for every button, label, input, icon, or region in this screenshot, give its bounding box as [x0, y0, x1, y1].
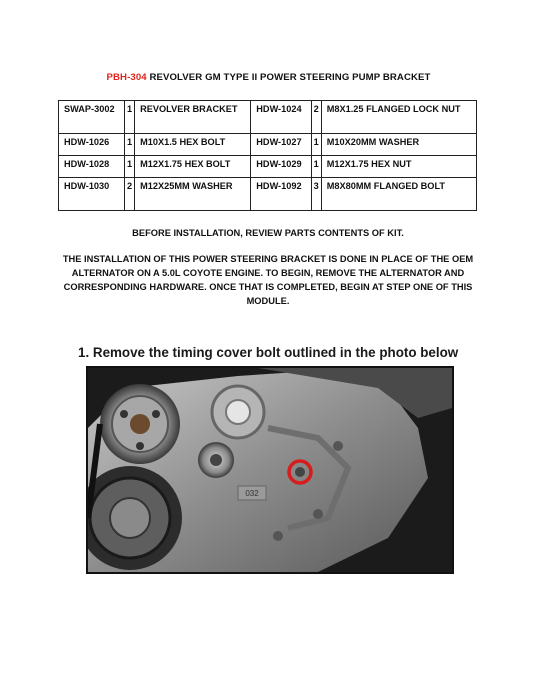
desc-cell: M12X25MM WASHER — [135, 178, 251, 211]
desc-cell: M8X80MM FLANGED BOLT — [321, 178, 476, 211]
sku-cell: HDW-1026 — [59, 134, 125, 156]
document-title — [0, 72, 537, 83]
qty-cell: 2 — [311, 101, 321, 134]
sku-cell: HDW-1030 — [59, 178, 125, 211]
qty-cell: 1 — [125, 101, 135, 134]
desc-cell: REVOLVER BRACKET — [135, 101, 251, 134]
qty-cell: 3 — [311, 178, 321, 211]
desc-cell: M10X20MM WASHER — [321, 134, 476, 156]
sku-cell: SWAP-3002 — [59, 101, 125, 134]
step-heading — [78, 345, 458, 360]
sku-cell: HDW-1027 — [251, 134, 311, 156]
desc-cell: M12X1.75 HEX NUT — [321, 156, 476, 178]
part-code: PBH-304 — [106, 72, 147, 83]
install-note: THE INSTALLATION OF THIS POWER STEERING BRACKET IS DONE IN PLACE OF THE OEM ALTERNATOR ON A 5.0L COYOTE ENGINE. TO BEGIN, REMOVE THE ALTERNATOR AND CORRESPONDING HARDWARE. ONCE THAT IS COMPLETED, BEGIN AT STEP ONE OF THIS MODULE. — [62, 254, 474, 306]
sku-cell: HDW-1029 — [251, 156, 311, 178]
review-note: BEFORE INSTALLATION, REVIEW PARTS CONTENTS OF KIT. — [132, 228, 404, 238]
engine-photo-image — [88, 368, 452, 572]
step-text: Remove the timing cover bolt outlined in the photo below — [92, 345, 459, 360]
sku-cell: HDW-1024 — [251, 101, 311, 134]
qty-cell: 1 — [125, 134, 135, 156]
casting-number: 032 — [245, 489, 259, 498]
table-row — [59, 101, 477, 134]
engine-photo — [86, 366, 454, 574]
qty-cell: 1 — [311, 134, 321, 156]
qty-cell: 1 — [311, 156, 321, 178]
table-row — [59, 156, 477, 178]
step-number: 1. — [78, 345, 90, 360]
table-row — [59, 178, 477, 211]
desc-cell: M8X1.25 FLANGED LOCK NUT — [321, 101, 476, 134]
part-title: REVOLVER GM TYPE II POWER STEERING PUMP BRACKET — [149, 72, 431, 83]
sku-cell: HDW-1028 — [59, 156, 125, 178]
table-row — [59, 134, 477, 156]
desc-cell: M10X1.5 HEX BOLT — [135, 134, 251, 156]
desc-cell: M12X1.75 HEX BOLT — [135, 156, 251, 178]
qty-cell: 1 — [125, 156, 135, 178]
sku-cell: HDW-1092 — [251, 178, 311, 211]
pulley-hub — [130, 414, 150, 434]
timing-cover-bolt — [295, 467, 305, 477]
qty-cell: 2 — [125, 178, 135, 211]
parts-table — [58, 100, 477, 211]
